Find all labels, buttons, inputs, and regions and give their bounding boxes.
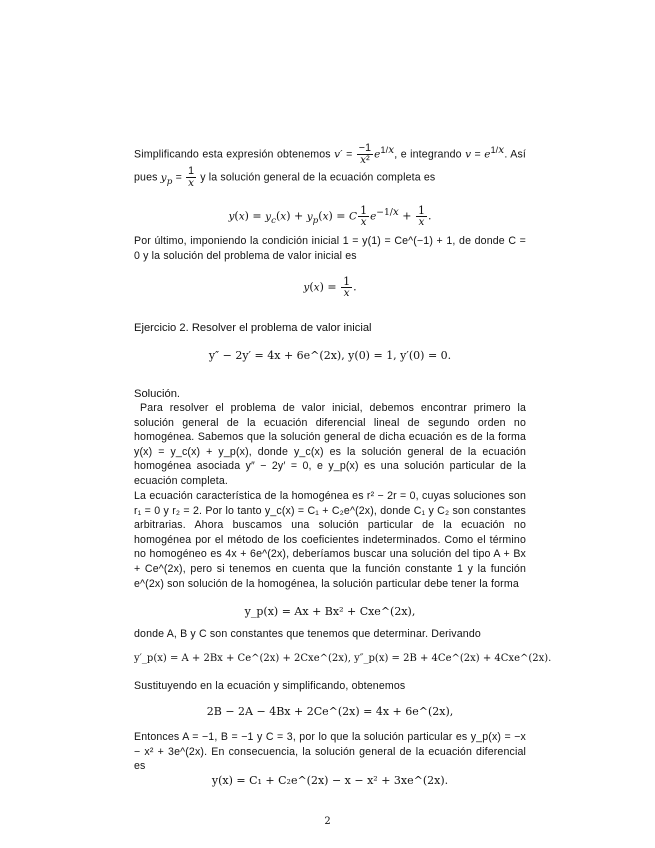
equation-particular-form: y_p(x) = Ax + Bx² + Cxe^(2x), bbox=[244, 605, 416, 618]
paragraph-solution-intro: Para resolver el problema de valor inicial, debemos encontrar primero la solución general de la ecuación diferencial lineal de segundo orden no homogénea. Sabemos que la solución general de dicha ecuación es de la forma y(x) = y_c(x) + y_p(x), donde y_c(x) es la solución general de la ecuación homogénea asociada y″ − 2y′ = 0, e y_p(x) es una solución particular de la ecuación completa. bbox=[134, 402, 526, 487]
paragraph-substitution: Sustituyendo en la ecuación y simplificando, obtenemos bbox=[134, 680, 406, 692]
paragraph-characteristic-equation: La ecuación característica de la homogénea es r² − 2r = 0, cuyas soluciones son r₁ = 0 y r₂ = 2. Por lo tanto y_c(x) = C₁ + C₂e^(2x), donde C₁ y C₂ son constantes arbitrarias. Ahora buscamos una solución particular de la ecuación no homogénea por el método de los coeficientes indeterminados. Como el término no homogéneo es 4x + 6e^(2x), deberíamos buscar una solución del tipo A + Bx + Ce^(2x), pero si tenemos en cuenta que la función constante 1 y la función e^(2x) son solución de la homogénea, la solución particular debe tener la forma bbox=[134, 490, 526, 590]
solution-heading: Solución. bbox=[134, 388, 181, 400]
equation-general-solution-2: y(x) = C₁ + C₂e^(2x) − x − x² + 3xe^(2x). bbox=[211, 774, 449, 787]
equation-ivp-2: y″ − 2y′ = 4x + 6e^(2x), y(0) = 1, y′(0) = 0. bbox=[208, 349, 452, 362]
page-number: 2 bbox=[324, 816, 331, 827]
paragraph-simplification: Simplificando esta expresión obtenemos v′ = $\frac{-1}{\text{x²}}$ $e^{1/x}$, e integrando $v = e^{1/x}$. Así pues $y_p$ = $\frac{1}{x}$ y la solución general de la ecuación completa es bbox=[134, 142, 526, 190]
paragraph-initial-condition: Por último, imponiendo la condición inicial 1 = y(1) = Ce^(−1) + 1, de donde C = 0 y la solución del problema de valor inicial es bbox=[134, 235, 526, 262]
equation-ivp-solution-1: y(x) = $\frac{1}{x}$ . bbox=[303, 275, 357, 299]
equation-derivatives: y′_p(x) = A + 2Bx + Ce^(2x) + 2Cxe^(2x), y″_p(x) = 2B + 4Ce^(2x) + 4Cxe^(2x). bbox=[134, 653, 552, 664]
paragraph-particular-solution: Entonces A = −1, B = −1 y C = 3, por lo que la solución particular es y_p(x) = −x − x² + 3e^(2x). En consecuencia, la solución general de la ecuación diferencial es bbox=[134, 731, 526, 773]
paragraph-constants: donde A, B y C son constantes que tenemos que determinar. Derivando bbox=[134, 628, 481, 640]
equation-general-solution-1: $y(x) = y_c(x) + y_p(x) = C$ $\frac{1}{x}$ $e^{-1/x}$ + $\frac{1}{x}$ . bbox=[228, 204, 432, 229]
equation-simplified: 2B − 2A − 4Bx + 2Ce^(2x) = 4x + 6e^(2x), bbox=[206, 705, 454, 718]
exercise-heading: Ejercicio 2. Resolver el problema de valor inicial bbox=[134, 322, 372, 334]
